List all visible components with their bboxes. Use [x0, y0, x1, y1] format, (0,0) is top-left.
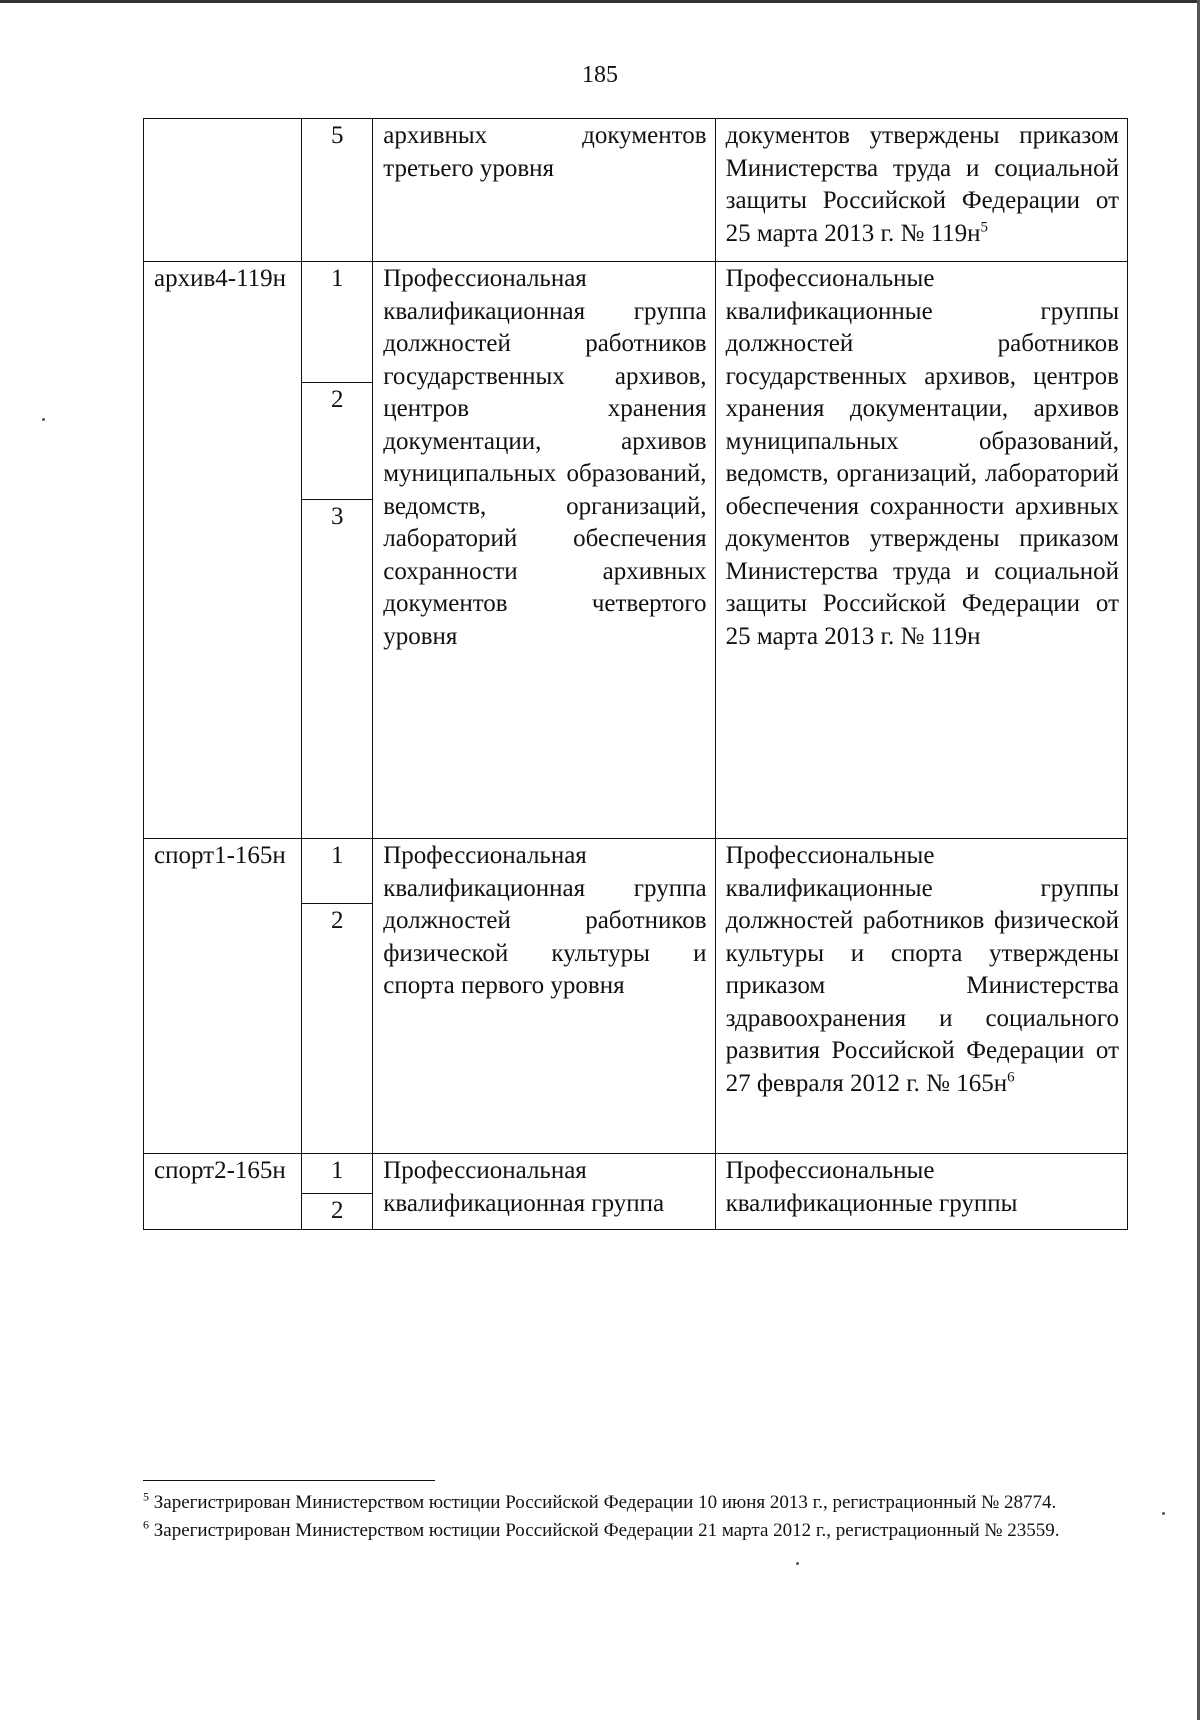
group-code-cell: архив4-119н: [144, 262, 302, 839]
group-name-cell: архивных документов третьего уровня: [373, 119, 715, 262]
footnote-separator: [143, 1480, 435, 1481]
level-number-cell: 2: [302, 904, 373, 1154]
footnotes: [143, 1490, 1128, 1546]
table-row: [144, 839, 1128, 904]
group-name-cell: Профессиональная квалификационная группа: [373, 1154, 715, 1230]
classification-table: [143, 118, 1128, 1230]
scan-speck: [42, 418, 45, 421]
scan-speck: [796, 1562, 799, 1565]
footnote-ref: 5: [980, 219, 989, 236]
footnote-item: $^5$ Зарегистрирован Министерством юстиции Российской Федерации 10 июня 2013 г., регистрационный № 28774.: [143, 1489, 1057, 1513]
group-code-cell: [144, 119, 302, 262]
level-number-cell: 2: [302, 383, 373, 500]
page-border-top: [0, 0, 1200, 3]
footnote-item: $^6$ Зарегистрирован Министерством юстиции Российской Федерации 21 марта 2012 г., регистрационный № 23559.: [143, 1517, 1060, 1541]
level-number-cell: 1: [302, 1154, 373, 1194]
level-number-cell: 5: [302, 119, 373, 262]
footnote-ref: 6: [1007, 1069, 1015, 1086]
scan-speck: [1162, 1512, 1165, 1515]
legal-basis-cell: Профессиональные квалификационные группы: [715, 1154, 1127, 1230]
footnote-mark: 6: [143, 1517, 149, 1532]
page-number: 185: [582, 62, 618, 88]
level-number-cell: 3: [302, 500, 373, 839]
legal-basis-cell: Профессиональные квалификационные группы должностей работников физической культуры и спорта утверждены приказом Министерства здравоохранения и социального развития Российской Федерации от 27 февраля 2012 г. № $165н^6$: [715, 839, 1127, 1154]
group-code-cell: спорт2-165н: [144, 1154, 302, 1230]
footnote-mark: 5: [143, 1489, 149, 1504]
table-row: [144, 119, 1128, 262]
level-number-cell: 1: [302, 839, 373, 904]
legal-basis-cell: документов утверждены приказом Министерства труда и социальной защиты Российской Федерации от 25 марта 2013 г. № $119н^5$: [715, 119, 1127, 262]
legal-basis-cell: Профессиональные квалификационные группы должностей работников государственных архивов, центров хранения документации, архивов муниципальных образований, ведомств, организаций, лабораторий обеспечения сохранности архивных документов утверждены приказом Министерства труда и социальной защиты Российской Федерации от 25 марта 2013 г. № 119н: [715, 262, 1127, 839]
group-code-cell: спорт1-165н: [144, 839, 302, 1154]
group-name-cell: Профессиональная квалификационная группа должностей работников государственных архивов, центров хранения документации, архивов муниципальных образований, ведомств, организаций, лабораторий обеспечения сохранности архивных документов четвертого уровня: [373, 262, 715, 839]
level-number-cell: 2: [302, 1194, 373, 1230]
table-row: [144, 1154, 1128, 1194]
level-number-cell: 1: [302, 262, 373, 383]
table-row: [144, 262, 1128, 383]
group-name-cell: Профессиональная квалификационная группа должностей работников физической культуры и спорта первого уровня: [373, 839, 715, 1154]
